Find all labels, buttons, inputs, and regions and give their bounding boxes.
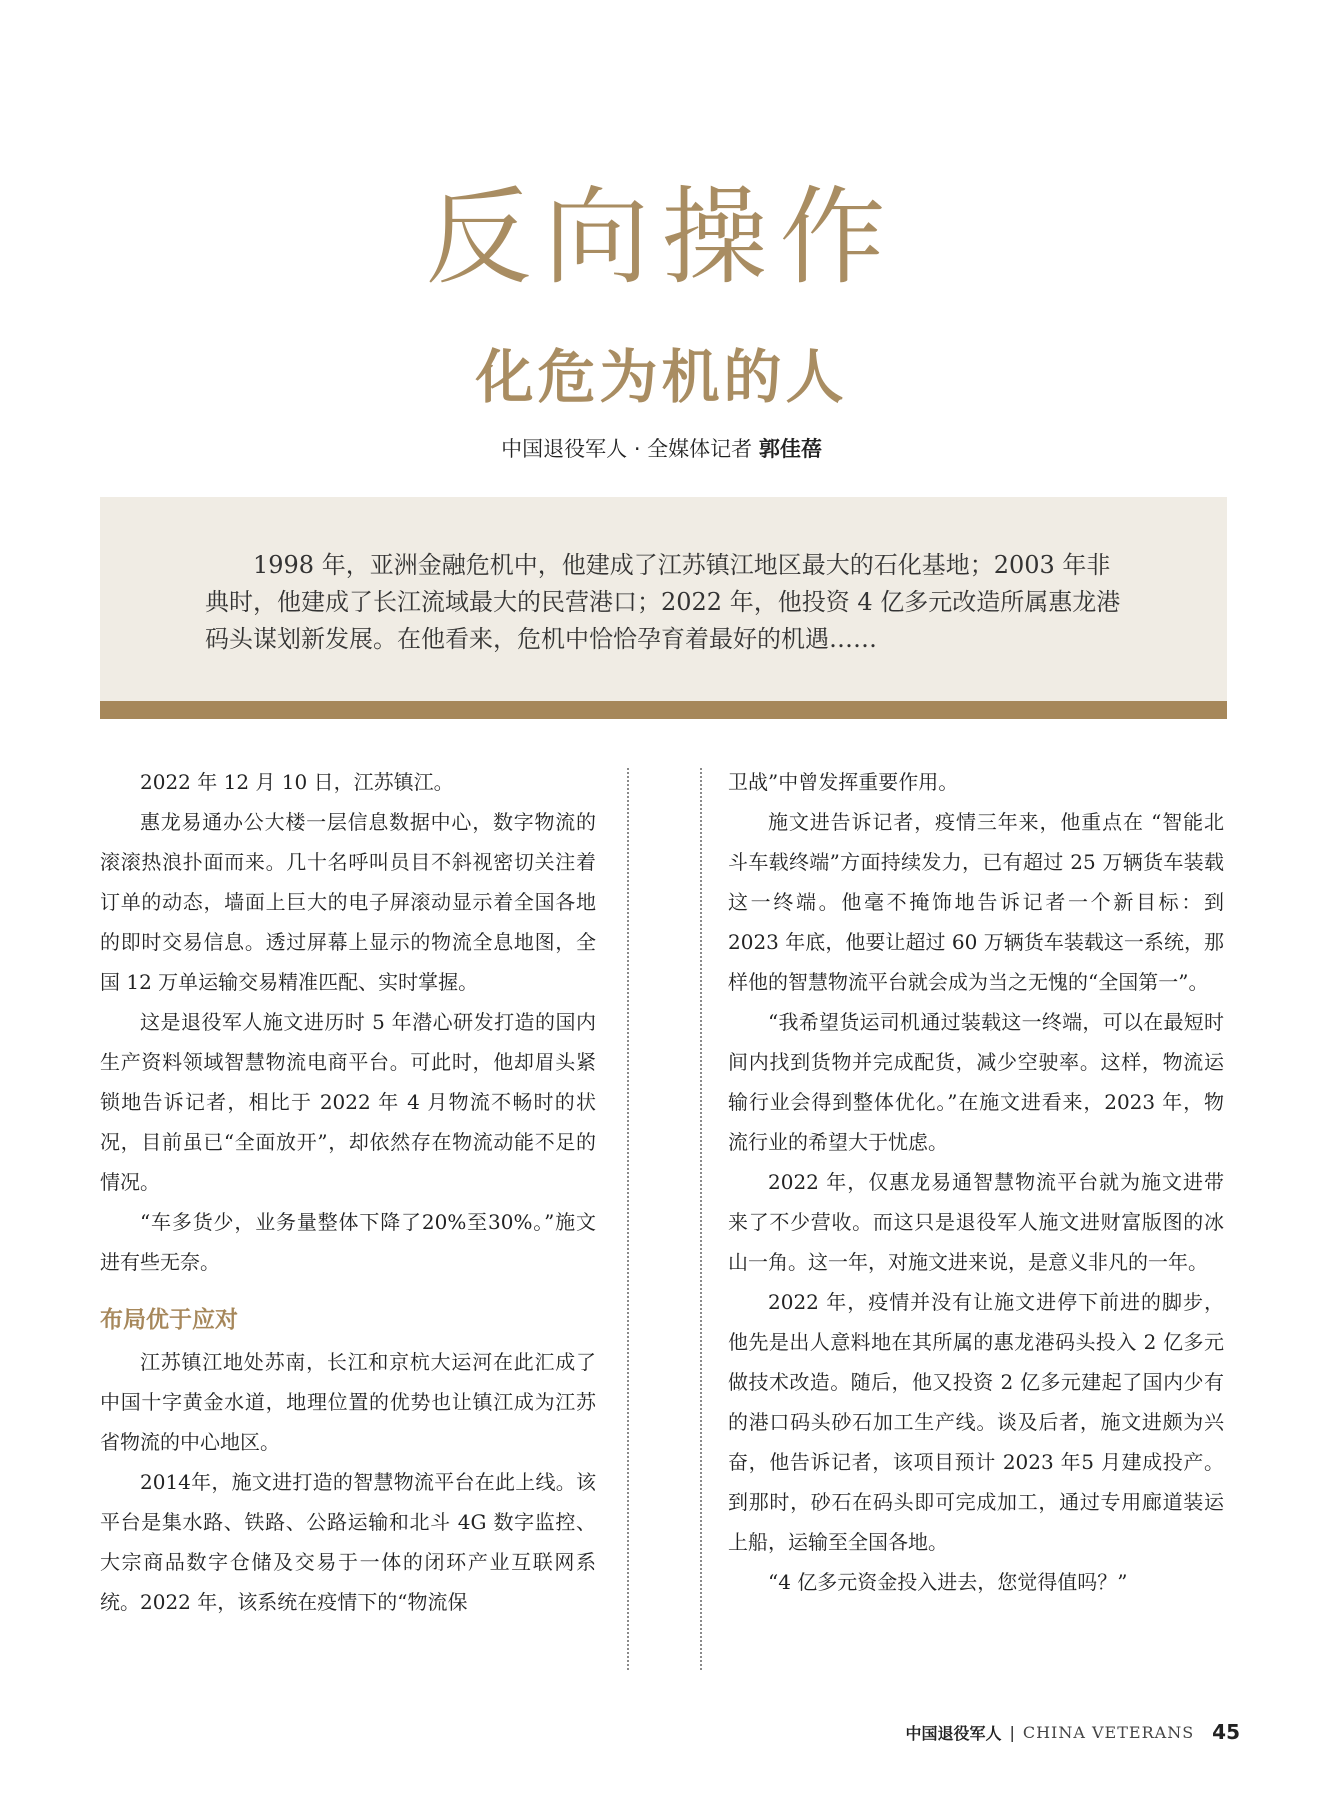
paragraph: “车多货少，业务量整体下降了20%至30%。”施文进有些无奈。 <box>100 1210 596 1274</box>
paragraph: 2014年，施文进打造的智慧物流平台在此上线。该平台是集水路、铁路、公路运输和北斗 4G 数字监控、大宗商品数字仓储及交易于一体的闭环产业互联网系统。2022 年，该系统在疫情下的“物流保 <box>100 1470 596 1614</box>
accent-band <box>100 701 1227 719</box>
page-number: 45 <box>1212 1720 1240 1744</box>
abstract-text: 1998 年，亚洲金融危机中，他建成了江苏镇江地区最大的石化基地；2003 年非典时，他建成了长江流域最大的民营港口；2022 年，他投资 4 亿多元改造所属惠龙港码头谋划新发展。在他看来，危机中恰恰孕育着最好的机遇…… <box>205 551 1121 653</box>
page-footer <box>905 1720 1240 1744</box>
column-divider-left <box>627 768 629 1670</box>
article-title: 反向操作 <box>425 176 898 299</box>
left-column <box>100 762 596 1622</box>
abstract-box <box>100 497 1227 701</box>
paragraph: 2022 年，仅惠龙易通智慧物流平台就为施文进带来了不少营收。而这只是退役军人施文进财富版图的冰山一角。这一年，对施文进来说，是意义非凡的一年。 <box>728 1170 1224 1274</box>
paragraph: 施文进告诉记者，疫情三年来，他重点在 “智能北斗车载终端”方面持续发力，已有超过 25 万辆货车装载这一终端。他毫不掩饰地告诉记者一个新目标：到 2023 年底，他要让超过 60 万辆货车装载这一系统，那样他的智慧物流平台就会成为当之无愧的“全国第一”。 <box>728 810 1224 994</box>
paragraph: 2022 年 12 月 10 日，江苏镇江。 <box>140 770 454 794</box>
right-column <box>728 762 1224 1602</box>
paragraph: 2022 年，疫情并没有让施文进停下前进的脚步，他先是出人意料地在其所属的惠龙港码头投入 2 亿多元做技术改造。随后，他又投资 2 亿多元建起了国内少有的港口码头砂石加工生产线。谈及后者，施文进颇为兴奋，他告诉记者，该项目预计 2023 年5 月建成投产。到那时，砂石在码头即可完成加工，通过专用廊道装运上船，运输至全国各地。 <box>728 1290 1224 1554</box>
paragraph: “4 亿多元资金投入进去，您觉得值吗？” <box>768 1570 1128 1594</box>
byline-prefix: 中国退役军人 · 全媒体记者 <box>501 437 759 461</box>
byline-author: 郭佳蓓 <box>758 437 822 461</box>
footer-english-name: CHINA VETERANS <box>1022 1722 1195 1742</box>
article-subtitle: 化危为机的人 <box>475 343 848 411</box>
paragraph-continuation: 卫战”中曾发挥重要作用。 <box>728 770 959 794</box>
paragraph: “我希望货运司机通过装载这一终端，可以在最短时间内找到货物并完成配货，减少空驶率。这样，物流运输行业会得到整体优化。”在施文进看来，2023 年，物流行业的希望大于忧虑。 <box>728 1010 1224 1154</box>
paragraph: 江苏镇江地处苏南，长江和京杭大运河在此汇成了中国十字黄金水道，地理位置的优势也让镇江成为江苏省物流的中心地区。 <box>100 1350 596 1454</box>
footer-publication: 中国退役军人 <box>905 1723 1002 1743</box>
byline <box>0 433 1323 463</box>
paragraph: 这是退役军人施文进历时 5 年潜心研发打造的国内生产资料领域智慧物流电商平台。可此时，他却眉头紧锁地告诉记者，相比于 2022 年 4 月物流不畅时的状况，目前虽已“全面放开”，却依然存在物流动能不足的情况。 <box>100 1010 596 1194</box>
column-divider-right <box>700 768 702 1670</box>
footer-separator: | <box>1009 1722 1015 1742</box>
paragraph: 惠龙易通办公大楼一层信息数据中心，数字物流的滚滚热浪扑面而来。几十名呼叫员目不斜视密切关注着订单的动态，墙面上巨大的电子屏滚动显示着全国各地的即时交易信息。透过屏幕上显示的物流全息地图，全国 12 万单运输交易精准匹配、实时掌握。 <box>100 810 596 994</box>
section-heading: 布局优于应对 <box>100 1307 238 1333</box>
